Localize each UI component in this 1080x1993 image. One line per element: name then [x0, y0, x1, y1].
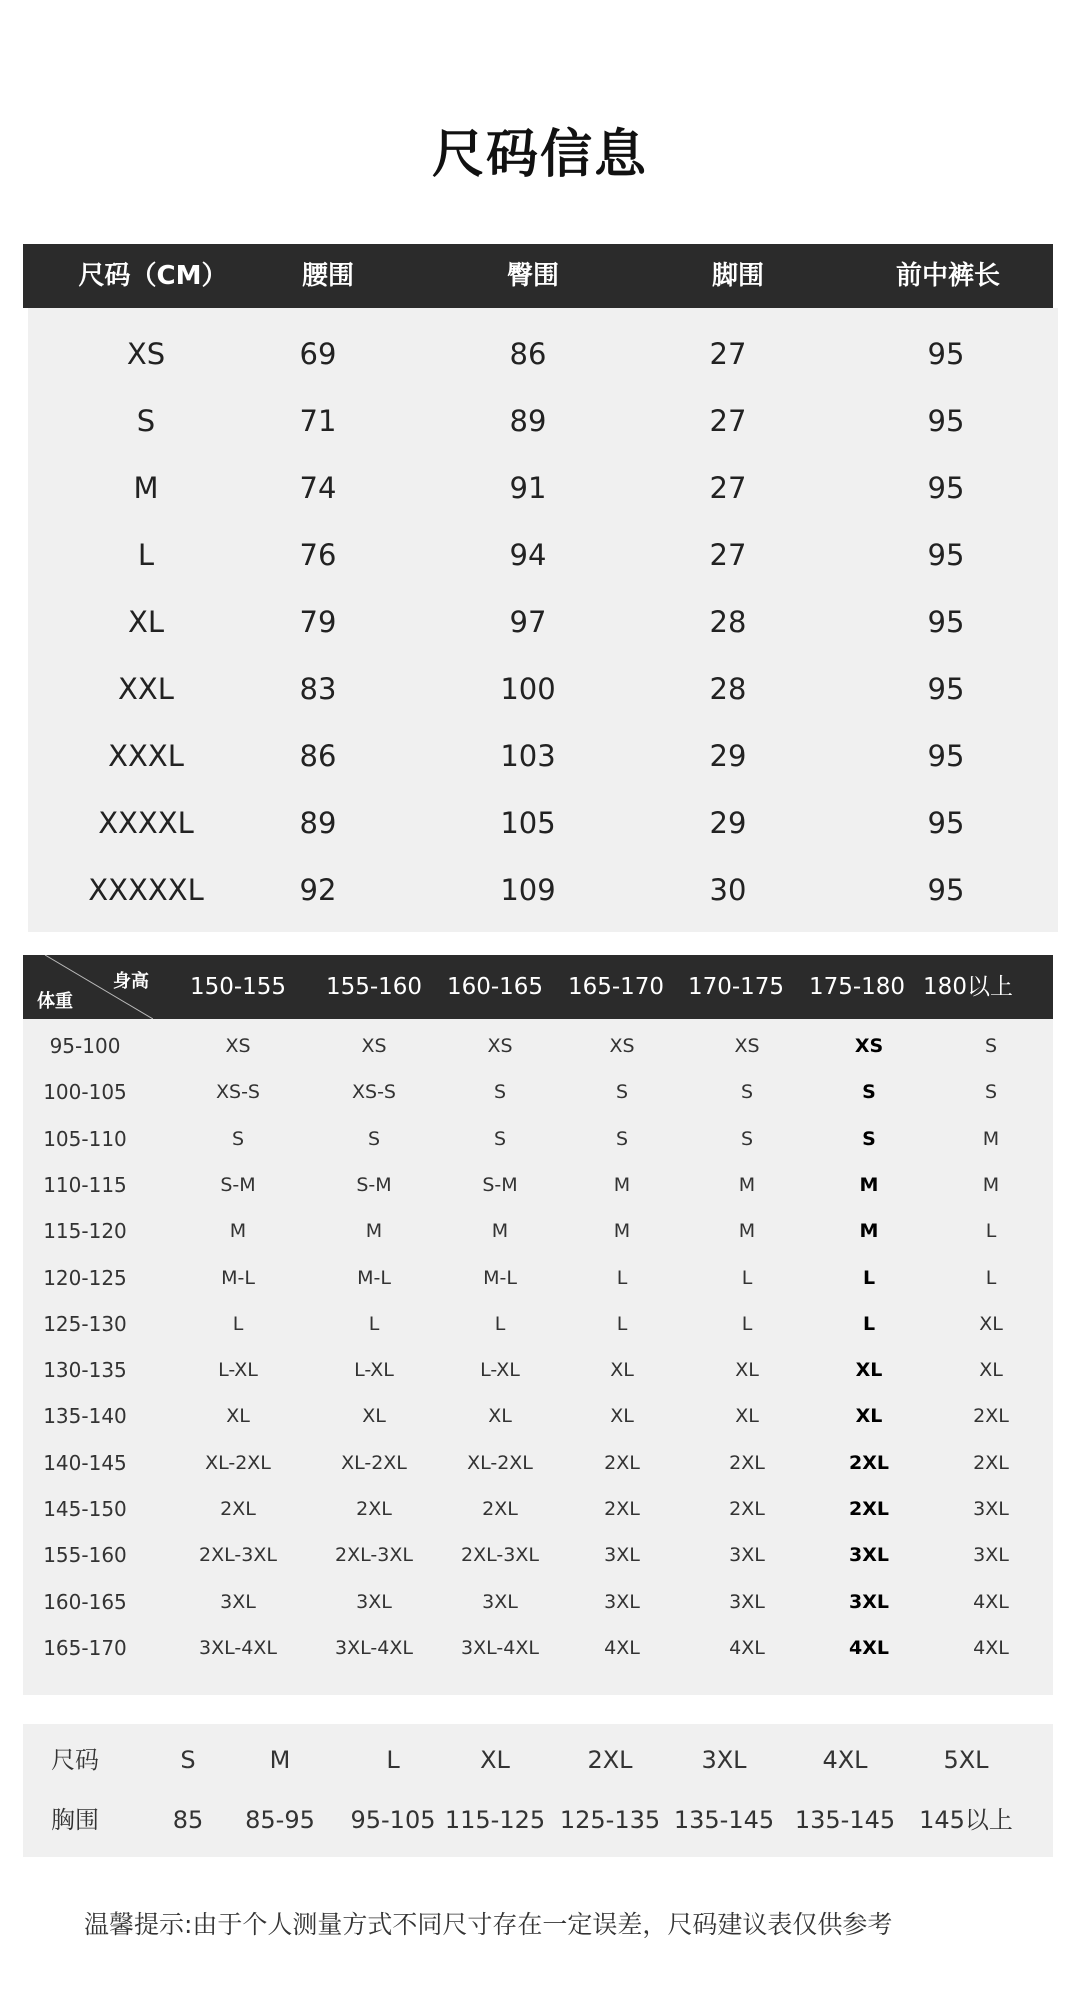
table-cell: 91 — [509, 471, 547, 505]
size-cell: S — [740, 1127, 754, 1150]
chest-table — [23, 1724, 1053, 1857]
size-cell: 2XL — [220, 1498, 256, 1520]
table-cell: 95 — [927, 605, 965, 639]
table-cell: 95 — [927, 337, 965, 371]
table-cell: 95-105 — [350, 1806, 436, 1834]
size-cell: XL — [979, 1312, 1003, 1335]
table-cell: 28 — [709, 672, 747, 706]
size-cell: S — [984, 1035, 998, 1057]
size-cell: 4XL — [849, 1636, 889, 1659]
size-cell: 3XL — [220, 1590, 256, 1613]
table-row — [28, 321, 1058, 388]
size-cell: M — [982, 1127, 1000, 1150]
size-cell: L-XL — [480, 1359, 520, 1382]
table-row — [23, 1255, 1053, 1301]
table-cell: 85-95 — [245, 1806, 315, 1834]
recommendation-table-body — [23, 1019, 1053, 1695]
size-table-header — [23, 244, 1053, 308]
size-cell: 3XL — [849, 1544, 889, 1567]
size-cell: 2XL-3XL — [199, 1544, 277, 1567]
table-row — [23, 1730, 1053, 1790]
size-cell: M — [613, 1173, 631, 1196]
table-cell: 145以上 — [919, 1806, 1013, 1834]
table-cell: XXXXXL — [88, 873, 204, 907]
height-range-header: 160-165 — [446, 974, 544, 1000]
table-row — [28, 790, 1058, 857]
table-cell: 95 — [927, 672, 965, 706]
table-cell: 95 — [927, 538, 965, 572]
size-cell: 3XL — [482, 1590, 518, 1613]
weight-range-cell: 110-115 — [43, 1172, 127, 1197]
size-cell: M — [613, 1220, 631, 1243]
table-row — [28, 388, 1058, 455]
size-cell: L — [616, 1266, 628, 1289]
table-cell: L — [386, 1746, 400, 1774]
header-ankle: 脚围 — [711, 261, 764, 291]
size-table-body — [28, 308, 1058, 932]
size-cell: 4XL — [604, 1636, 640, 1659]
table-row — [23, 1393, 1053, 1439]
size-cell: 2XL — [973, 1405, 1009, 1428]
corner-diagonal-cell — [23, 955, 153, 1019]
table-row — [28, 589, 1058, 656]
size-cell: XS — [361, 1035, 387, 1057]
table-cell: 29 — [709, 739, 747, 773]
size-cell: 2XL — [849, 1451, 889, 1474]
table-cell: S — [180, 1746, 196, 1774]
size-cell: XL-2XL — [341, 1451, 407, 1474]
size-cell: L-XL — [218, 1359, 258, 1382]
size-cell: XS — [854, 1035, 884, 1057]
table-row — [23, 1532, 1053, 1578]
size-cell: S — [367, 1127, 381, 1150]
weight-range-cell: 155-160 — [43, 1543, 127, 1568]
size-cell: 4XL — [729, 1636, 765, 1659]
weight-range-cell: 115-120 — [43, 1219, 127, 1244]
size-cell: S — [862, 1127, 876, 1150]
table-cell: XS — [126, 337, 166, 371]
size-cell: 3XL — [729, 1590, 765, 1613]
table-cell: 89 — [299, 806, 337, 840]
weight-range-cell: 105-110 — [43, 1126, 127, 1151]
weight-range-cell: 100-105 — [43, 1080, 127, 1105]
row-label: 胸围 — [51, 1806, 99, 1834]
size-cell: 3XL — [973, 1544, 1009, 1567]
page-title: 尺码信息 — [431, 125, 648, 185]
size-cell: L — [741, 1266, 753, 1289]
size-cell: XS — [487, 1035, 513, 1057]
table-row — [23, 1790, 1053, 1850]
table-cell: 92 — [299, 873, 337, 907]
size-cell: S-M — [356, 1173, 392, 1196]
table-row — [28, 455, 1058, 522]
size-cell: 2XL — [604, 1498, 640, 1520]
table-cell: 27 — [709, 471, 747, 505]
table-cell: 27 — [709, 404, 747, 438]
size-cell: 4XL — [973, 1590, 1009, 1613]
height-range-header: 155-160 — [325, 974, 423, 1000]
size-cell: XL — [855, 1359, 883, 1382]
table-cell: 100 — [500, 672, 556, 706]
table-row — [23, 1579, 1053, 1625]
size-cell: 3XL-4XL — [461, 1636, 539, 1659]
header-size: 尺码（CM） — [78, 261, 228, 291]
size-cell: M-L — [483, 1266, 517, 1289]
size-cell: M — [738, 1173, 756, 1196]
size-cell: 3XL — [729, 1544, 765, 1567]
table-cell: 2XL — [587, 1746, 633, 1774]
size-cell: 2XL — [973, 1451, 1009, 1474]
table-row — [23, 1069, 1053, 1115]
table-row — [28, 723, 1058, 790]
table-cell: 135-145 — [673, 1806, 775, 1834]
table-cell: 5XL — [943, 1746, 989, 1774]
size-cell: S — [984, 1081, 998, 1104]
table-cell: 105 — [500, 806, 556, 840]
table-cell: XXXXL — [98, 806, 194, 840]
size-cell: XL — [855, 1405, 883, 1428]
size-cell: XS-S — [216, 1081, 260, 1104]
table-cell: 115-125 — [444, 1806, 546, 1834]
table-cell: 109 — [500, 873, 556, 907]
table-cell: 86 — [299, 739, 337, 773]
corner-height-label: 身高 — [113, 971, 149, 992]
table-cell: 30 — [709, 873, 747, 907]
table-cell: 28 — [709, 605, 747, 639]
size-cell: XL — [735, 1405, 759, 1428]
size-cell: L-XL — [354, 1359, 394, 1382]
table-row — [23, 1440, 1053, 1486]
size-cell: L — [862, 1266, 876, 1289]
table-row — [23, 1116, 1053, 1162]
size-cell: S-M — [482, 1173, 518, 1196]
table-cell: 71 — [299, 404, 337, 438]
tip-text: 温馨提示:由于个人测量方式不同尺寸存在一定误差，尺码建议表仅供参考 — [84, 1910, 893, 1939]
table-cell: M — [133, 471, 159, 505]
table-cell: 3XL — [701, 1746, 747, 1774]
height-range-header: 150-155 — [189, 974, 287, 1000]
table-row — [23, 1208, 1053, 1254]
table-cell: 4XL — [822, 1746, 868, 1774]
size-cell: XL — [979, 1359, 1003, 1382]
table-cell: 95 — [927, 471, 965, 505]
size-cell: M-L — [221, 1266, 255, 1289]
table-cell: XXL — [118, 672, 174, 706]
size-cell: L — [368, 1312, 380, 1335]
size-cell: XL — [610, 1359, 634, 1382]
header-hip: 臀围 — [506, 261, 559, 291]
weight-range-cell: 125-130 — [43, 1311, 127, 1336]
table-cell: 86 — [509, 337, 547, 371]
size-cell: XL — [362, 1405, 386, 1428]
table-row — [28, 857, 1058, 924]
size-cell: S-M — [220, 1173, 256, 1196]
table-cell: 79 — [299, 605, 337, 639]
size-cell: M — [859, 1173, 879, 1196]
size-cell: 2XL-3XL — [461, 1544, 539, 1567]
size-cell: XL-2XL — [467, 1451, 533, 1474]
size-cell: 3XL — [849, 1590, 889, 1613]
table-cell: 27 — [709, 538, 747, 572]
table-cell: 89 — [509, 404, 547, 438]
table-row — [23, 1625, 1053, 1671]
table-cell: 83 — [299, 672, 337, 706]
table-cell: 94 — [509, 538, 547, 572]
size-cell: M — [738, 1220, 756, 1243]
size-cell: S — [740, 1081, 754, 1104]
size-cell: M-L — [357, 1266, 391, 1289]
size-cell: M — [365, 1220, 383, 1243]
size-cell: XS — [225, 1035, 251, 1057]
size-cell: 2XL — [849, 1498, 889, 1520]
size-cell: 2XL — [356, 1498, 392, 1520]
size-cell: 3XL — [604, 1544, 640, 1567]
size-cell: M — [491, 1220, 509, 1243]
size-cell: XS — [734, 1035, 760, 1057]
weight-range-cell: 160-165 — [43, 1589, 127, 1614]
table-cell: 69 — [299, 337, 337, 371]
size-cell: L — [985, 1220, 997, 1243]
size-cell: L — [985, 1266, 997, 1289]
size-cell: M — [859, 1220, 879, 1243]
table-cell: 29 — [709, 806, 747, 840]
table-row — [23, 1486, 1053, 1532]
corner-weight-label: 体重 — [37, 991, 73, 1012]
size-cell: 2XL — [482, 1498, 518, 1520]
size-cell: XS — [609, 1035, 635, 1057]
table-cell: XL — [480, 1746, 510, 1774]
recommendation-table-header — [23, 955, 1053, 1019]
size-cell: 3XL-4XL — [199, 1636, 277, 1659]
table-row — [23, 1347, 1053, 1393]
table-cell: XXXL — [108, 739, 184, 773]
size-cell: S — [493, 1081, 507, 1104]
header-length: 前中裤长 — [895, 261, 1000, 291]
size-cell: L — [494, 1312, 506, 1335]
weight-range-cell: 145-150 — [43, 1497, 127, 1521]
table-cell: 125-135 — [559, 1806, 661, 1834]
size-cell: M — [982, 1173, 1000, 1196]
table-cell: L — [137, 538, 155, 572]
table-cell: S — [136, 404, 156, 438]
size-cell: 2XL — [604, 1451, 640, 1474]
size-cell: 3XL — [356, 1590, 392, 1613]
height-range-header: 180以上 — [923, 974, 1013, 1000]
weight-range-cell: 120-125 — [43, 1265, 127, 1290]
table-row — [23, 1162, 1053, 1208]
size-cell: XL — [226, 1405, 250, 1428]
weight-range-cell: 140-145 — [43, 1450, 127, 1475]
height-range-header: 175-180 — [808, 974, 906, 1000]
size-cell: L — [862, 1312, 876, 1335]
height-range-header: 170-175 — [687, 974, 785, 1000]
table-cell: 76 — [299, 538, 337, 572]
table-cell: M — [269, 1746, 291, 1774]
size-cell: 4XL — [973, 1636, 1009, 1659]
size-cell: S — [231, 1127, 245, 1150]
table-cell: 135-145 — [794, 1806, 896, 1834]
table-cell: 74 — [299, 471, 337, 505]
size-cell: S — [862, 1081, 876, 1104]
size-cell: L — [741, 1312, 753, 1335]
weight-range-cell: 130-135 — [43, 1358, 127, 1383]
table-cell: XL — [127, 605, 165, 639]
table-cell: 95 — [927, 739, 965, 773]
table-row — [28, 522, 1058, 589]
size-cell: 3XL-4XL — [335, 1636, 413, 1659]
table-row — [23, 1301, 1053, 1347]
size-cell: 2XL — [729, 1498, 765, 1520]
height-range-header: 165-170 — [567, 974, 665, 1000]
weight-range-cell: 135-140 — [43, 1404, 127, 1429]
table-cell: 95 — [927, 873, 965, 907]
size-cell: S — [615, 1127, 629, 1150]
weight-range-cell: 165-170 — [43, 1635, 127, 1660]
size-cell: 2XL-3XL — [335, 1544, 413, 1567]
table-cell: 95 — [927, 806, 965, 840]
table-row — [23, 1023, 1053, 1069]
size-cell: S — [493, 1127, 507, 1150]
row-label: 尺码 — [51, 1746, 99, 1774]
size-cell: XS-S — [352, 1081, 396, 1104]
size-cell: XL — [610, 1405, 634, 1428]
size-cell: XL-2XL — [205, 1451, 271, 1474]
header-waist: 腰围 — [301, 261, 354, 291]
table-row — [28, 656, 1058, 723]
size-cell: XL — [735, 1359, 759, 1382]
table-cell: 27 — [709, 337, 747, 371]
size-cell: 3XL — [973, 1498, 1009, 1520]
size-cell: 3XL — [604, 1590, 640, 1613]
size-cell: 2XL — [729, 1451, 765, 1474]
table-cell: 103 — [500, 739, 556, 773]
size-cell: L — [616, 1312, 628, 1335]
size-cell: S — [615, 1081, 629, 1104]
weight-range-cell: 95-100 — [49, 1034, 121, 1058]
size-cell: M — [229, 1220, 247, 1243]
size-cell: XL — [488, 1405, 512, 1428]
table-cell: 97 — [509, 605, 547, 639]
table-cell: 85 — [172, 1806, 204, 1834]
size-cell: L — [232, 1312, 244, 1335]
table-cell: 95 — [927, 404, 965, 438]
